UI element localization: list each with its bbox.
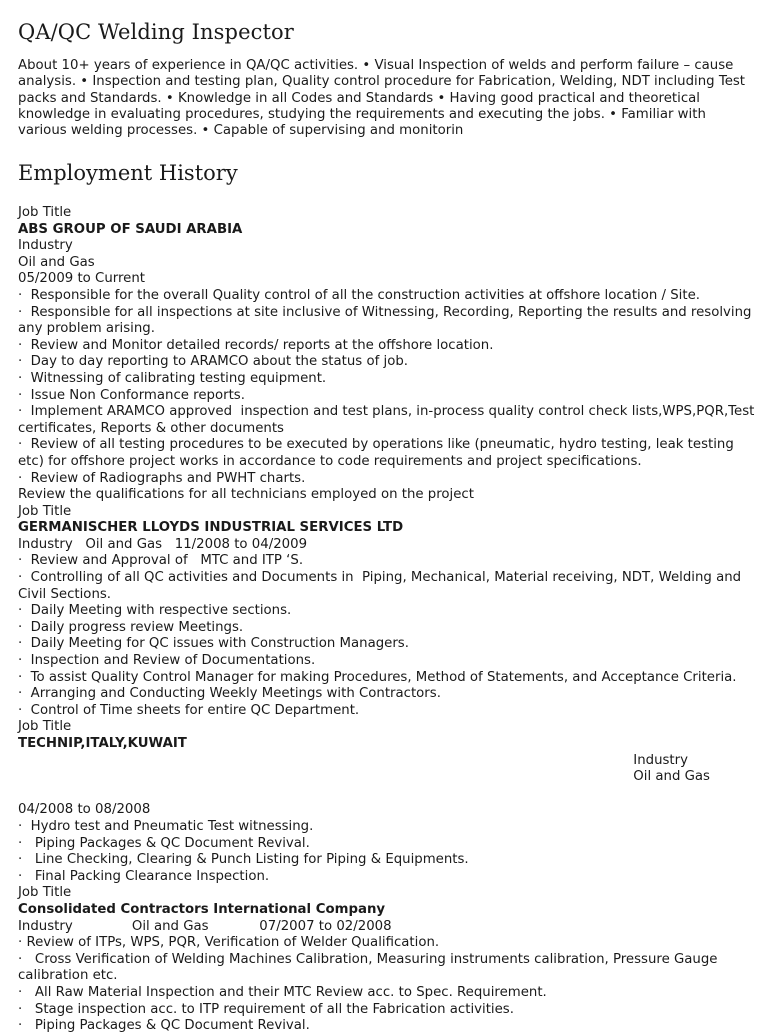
bullet-item: · Review of all testing procedures to be executed by operations like (pneumatic, hydro testing, leak testing etc) for offshore project works in accordance to code requirements and project specifications. xyxy=(18,437,739,469)
bullet-item: · Piping Packages & QC Document Revival. xyxy=(18,1018,310,1034)
bullet-item: · Review of ITPs, WPS, PQR, Verification of Welder Qualification. xyxy=(18,935,440,951)
industry-label: Industry xyxy=(633,752,688,768)
job1-bullets xyxy=(18,288,758,504)
bullet-item: · To assist Quality Control Manager for making Procedures, Method of Statements, and Acceptance Criteria. xyxy=(18,669,737,685)
industry-label: Industry xyxy=(18,238,73,254)
company-industry-row xyxy=(18,736,758,802)
job-title-label: Job Title xyxy=(18,885,72,901)
bullet-item: · Day to day reporting to ARAMCO about the status of job. xyxy=(18,354,409,370)
bullet-item: · Final Packing Clearance Inspection. xyxy=(18,868,270,884)
bullet-item: · Controlling of all QC activities and Documents in Piping, Mechanical, Material receiving, NDT, Welding and Civil Sections. xyxy=(18,570,746,602)
job2-bullets xyxy=(18,553,758,719)
industry-sector: Oil and Gas xyxy=(633,769,710,785)
company-name: Consolidated Contractors International Company xyxy=(18,901,386,917)
page-title: QA/QC Welding Inspector xyxy=(18,20,294,44)
job-dates: 04/2008 to 08/2008 xyxy=(18,802,151,818)
job-dates: 05/2009 to Current xyxy=(18,271,145,287)
bullet-item: · Control of Time sheets for entire QC Department. xyxy=(18,702,360,718)
bullet-item: · Inspection and Review of Documentations. xyxy=(18,653,316,669)
bullet-item: · Piping Packages & QC Document Revival. xyxy=(18,835,310,851)
bullet-item: · Review and Monitor detailed records/ reports at the offshore location. xyxy=(18,337,494,353)
bullet-item: · Arranging and Conducting Weekly Meetings with Contractors. xyxy=(18,686,441,702)
industry-line: Industry Oil and Gas 07/2007 to 02/2008 xyxy=(18,918,392,934)
bullet-item: · Stage inspection acc. to ITP requirement of all the Fabrication activities. xyxy=(18,1001,514,1017)
company-name: TECHNIP,ITALY,KUWAIT xyxy=(18,736,187,751)
job-title-label: Job Title xyxy=(18,719,72,735)
bullet-item: · Cross Verification of Welding Machines Calibration, Measuring instruments calibration, Pressure Gauge calibration etc. xyxy=(18,951,722,984)
bullet-item: · Review and Approval of MTC and ITP ‘S. xyxy=(18,553,304,569)
bullet-item: · Line Checking, Clearing & Punch Listing for Piping & Equipments. xyxy=(18,852,469,868)
bullet-item: · Responsible for the overall Quality control of all the construction activities at offshore location / Site. xyxy=(18,287,700,303)
bullet-item: · Witnessing of calibrating testing equipment. xyxy=(18,370,327,386)
company-name: ABS GROUP OF SAUDI ARABIA xyxy=(18,221,243,237)
bullet-item: Review the qualifications for all technicians employed on the project xyxy=(18,487,474,503)
bullet-item: · Daily Meeting with respective sections. xyxy=(18,603,292,619)
company-name: GERMANISCHER LLOYDS INDUSTRIAL SERVICES LTD xyxy=(18,520,404,536)
bullet-item: · Responsible for all inspections at site inclusive of Witnessing, Recording, Reporting the results and resolving any problem arising. xyxy=(18,304,756,337)
bullet-item: · Daily Meeting for QC issues with Construction Managers. xyxy=(18,636,409,652)
industry-group xyxy=(599,736,758,802)
bullet-item: · All Raw Material Inspection and their MTC Review acc. to Spec. Requirement. xyxy=(18,984,547,1000)
industry-line: Industry Oil and Gas 11/2008 to 04/2009 xyxy=(18,536,308,552)
bullet-item: · Hydro test and Pneumatic Test witnessing. xyxy=(18,818,314,834)
summary-paragraph: About 10+ years of experience in QA/QC activities. • Visual Inspection of welds and perform failure – cause analysis. • Inspection and testing plan, Quality control procedure for Fabrication, Welding, NDT including Test packs and Standards. • Knowledge in all Codes and Standards • Having good practical and theoretical knowledge in evaluating procedures, studying the requirements and executing the jobs. • Familiar with various welding processes. • Capable of supervising and monitorin xyxy=(18,58,746,139)
bullet-item: · Review of Radiographs and PWHT charts. xyxy=(18,470,306,486)
bullet-item: · Issue Non Conformance reports. xyxy=(18,387,245,403)
employment-history xyxy=(18,205,758,1035)
job3-bullets xyxy=(18,819,758,885)
job4-bullets xyxy=(18,935,758,1035)
job-title-label: Job Title xyxy=(18,503,72,519)
bullet-item: · Daily progress review Meetings. xyxy=(18,619,244,635)
bullet-item: · Implement ARAMCO approved inspection and test plans, in-process quality control check lists,WPS,PQR,Test certificates, Reports & other documents xyxy=(18,404,759,436)
industry-sector: Oil and Gas xyxy=(18,254,95,270)
employment-history-heading: Employment History xyxy=(18,161,238,185)
job-title-label: Job Title xyxy=(18,205,72,220)
